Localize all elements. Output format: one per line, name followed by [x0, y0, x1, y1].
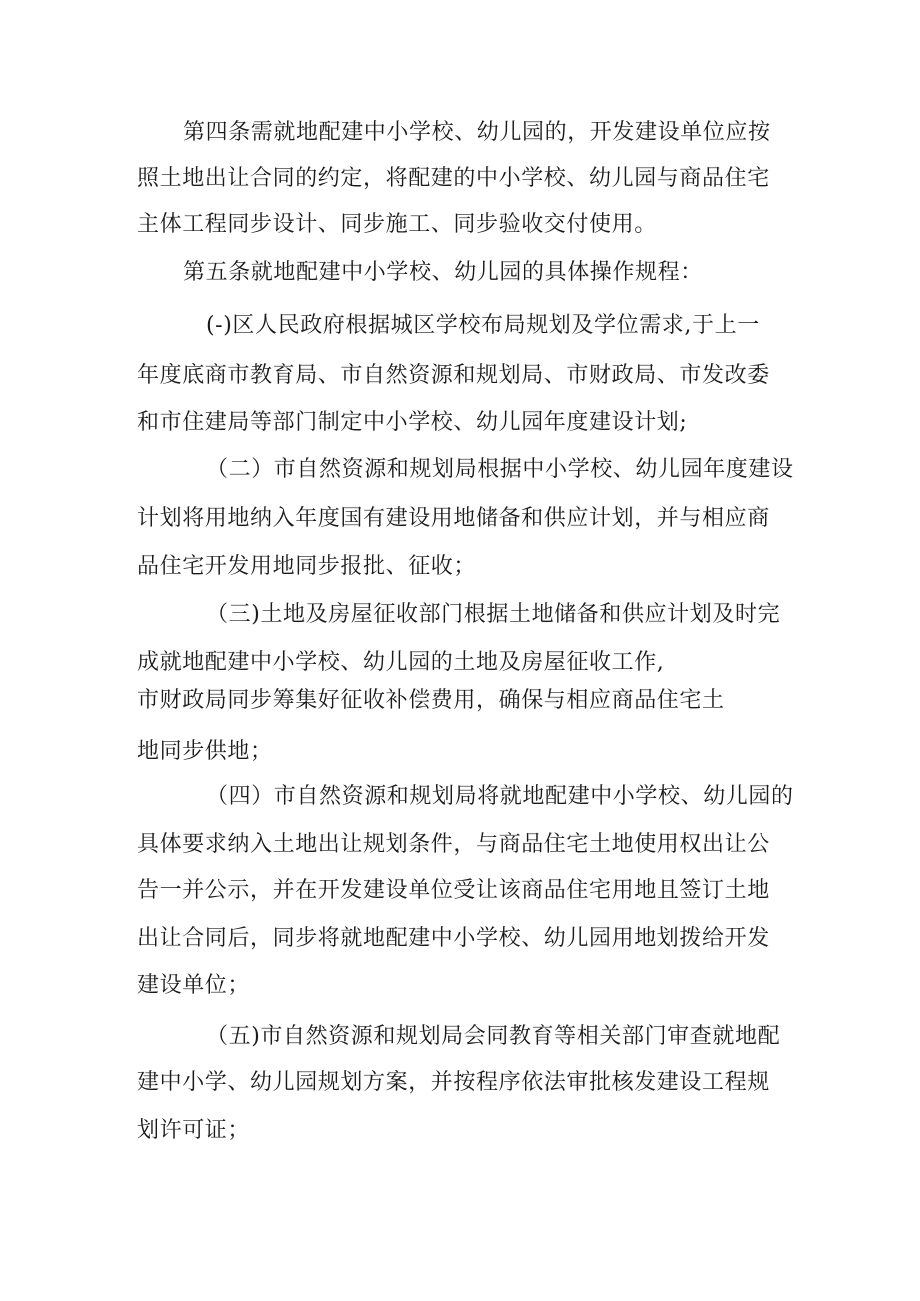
item1-line-3: 和市住建局等部门制定中小学校、幼儿园年度建设计划; — [137, 410, 688, 435]
article4-line-2: 照土地出让合同的约定，将配建的中小学校、幼儿园与商品住宅 — [137, 166, 770, 191]
item4-line-1: （四）市自然资源和规划局将就地配建中小学校、幼儿园的 — [206, 784, 794, 809]
item3-line-4: 地同步供地； — [137, 739, 273, 764]
item3-line-1: （三)土地及房屋征收部门根据土地储备和供应计划及时完 — [206, 602, 781, 627]
item4-line-5: 建设单位； — [137, 973, 251, 998]
item1-line-1: (-)区人民政府根据城区学校布局规划及学位需求,于上一 — [206, 313, 760, 338]
article4-line-1: 第四条需就地配建中小学校、幼儿园的，开发建设单位应按 — [183, 120, 771, 145]
item5-line-2: 建中小学、幼儿园规划方案，并按程序依法审批核发建设工程规 — [137, 1070, 770, 1095]
item2-line-2: 计划将用地纳入年度国有建设用地储备和供应计划，并与相应商 — [137, 506, 770, 531]
item3-line-3: 市财政局同步筹集好征收补偿费用，确保与相应商品住宅土 — [137, 688, 725, 713]
item5-line-3: 划许可证； — [137, 1118, 251, 1143]
article5-heading: 第五条就地配建中小学校、幼儿园的具体操作规程： — [183, 260, 703, 285]
item1-line-2: 年度底商市教育局、市自然资源和规划局、市财政局、市发改委 — [137, 363, 770, 388]
article4-line-3: 主体工程同步设计、同步施工、同步验收交付使用。 — [137, 212, 657, 237]
item3-line-2: 成就地配建中小学校、幼儿园的土地及房屋征收工作, — [137, 650, 665, 675]
item4-line-2: 具体要求纳入土地出让规划条件，与商品住宅土地使用权出让公 — [137, 832, 770, 857]
item2-line-1: （二）市自然资源和规划局根据中小学校、幼儿园年度建设 — [206, 457, 794, 482]
item2-line-3: 品住宅开发用地同步报批、征收； — [137, 554, 477, 579]
item4-line-4: 出让合同后，同步将就地配建中小学校、幼儿园用地划拨给开发 — [137, 926, 770, 951]
item5-line-1: （五)市自然资源和规划局会同教育等相关部门审查就地配 — [206, 1024, 781, 1049]
item4-line-3: 告一并公示，并在开发建设单位受让该商品住宅用地且签订土地 — [137, 878, 770, 903]
